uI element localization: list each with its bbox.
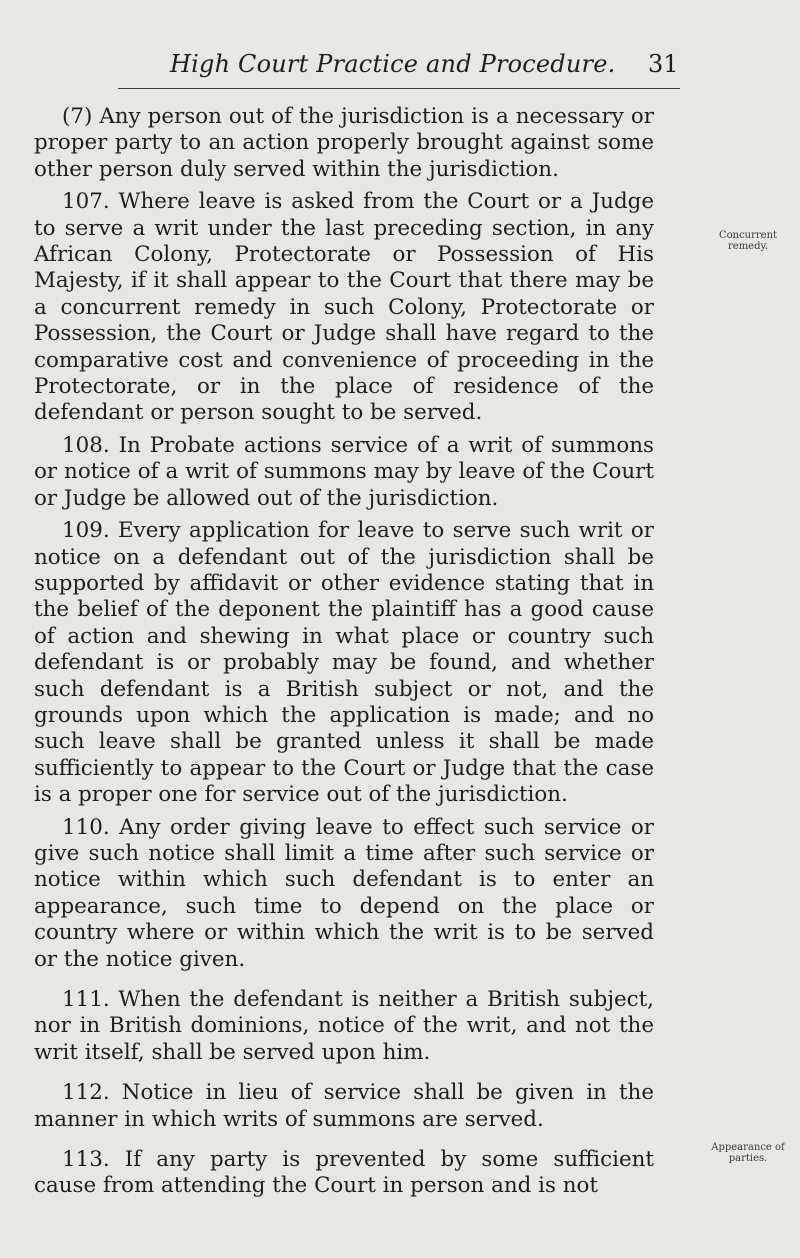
- paragraph-section-113: 113. If any party is prevented by some sufficient cause from attending the Court in person and is not: [34, 1147, 654, 1199]
- margin-note-appearance-of-parties: Appearance of parties.: [711, 1142, 785, 1164]
- running-header-title: High Court Practice and Procedure.: [170, 50, 616, 78]
- paragraph-section-109: 109. Every application for leave to serve such writ or notice on a defendant out of the jurisdiction shall be supported by affidavit or other evidence stating that in the belief of the deponent the plaintiff has a good cause of action and shewing in what place or country such defendant is or probably may be found, and whether such defendant is a British subject or not, and the grounds upon which the application is made; and no such leave shall be granted unless it shall be made sufficiently to appear to the Court or Judge that the case is a proper one for service out of the jurisdiction.: [34, 518, 654, 808]
- paragraph-section-110: 110. Any order giving leave to effect such service or give such notice shall limit a time after such service or notice within which such defendant is to enter an appearance, such time to depend on the place or country where or within which the writ is to be served or the notice given.: [34, 814, 654, 972]
- paragraph-section-112: 112. Notice in lieu of service shall be given in the manner in which writs of summons are served.: [34, 1080, 654, 1132]
- header-rule: [118, 88, 680, 89]
- page-number: 31: [648, 50, 679, 78]
- paragraph-rule-7: (7) Any person out of the jurisdiction is a necessary or proper party to an action properly brought against some other person duly served within the jurisdiction.: [34, 104, 654, 182]
- paragraph-section-108: 108. In Probate actions service of a writ of summons or notice of a writ of summons may by leave of the Court or Judge be allowed out of the jurisdiction.: [34, 432, 654, 511]
- margin-note-concurrent-remedy: Concurrent remedy.: [718, 230, 778, 252]
- body-text: [34, 104, 654, 1206]
- paragraph-section-107: 107. Where leave is asked from the Court or a Judge to serve a writ under the last preceding section, in any African Colony, Protectorate or Possession of His Majesty, if it shall appear to the Court that there may be a concurrent remedy in such Colony, Protectorate or Possession, the Court or Judge shall have regard to the comparative cost and convenience of proceeding in the Protectorate, or in the place of residence of the defendant or person sought to be served.: [34, 189, 654, 426]
- paragraph-section-111: 111. When the defendant is neither a British subject, nor in British dominions, notice of the writ, and not the writ itself, shall be served upon him.: [34, 987, 654, 1065]
